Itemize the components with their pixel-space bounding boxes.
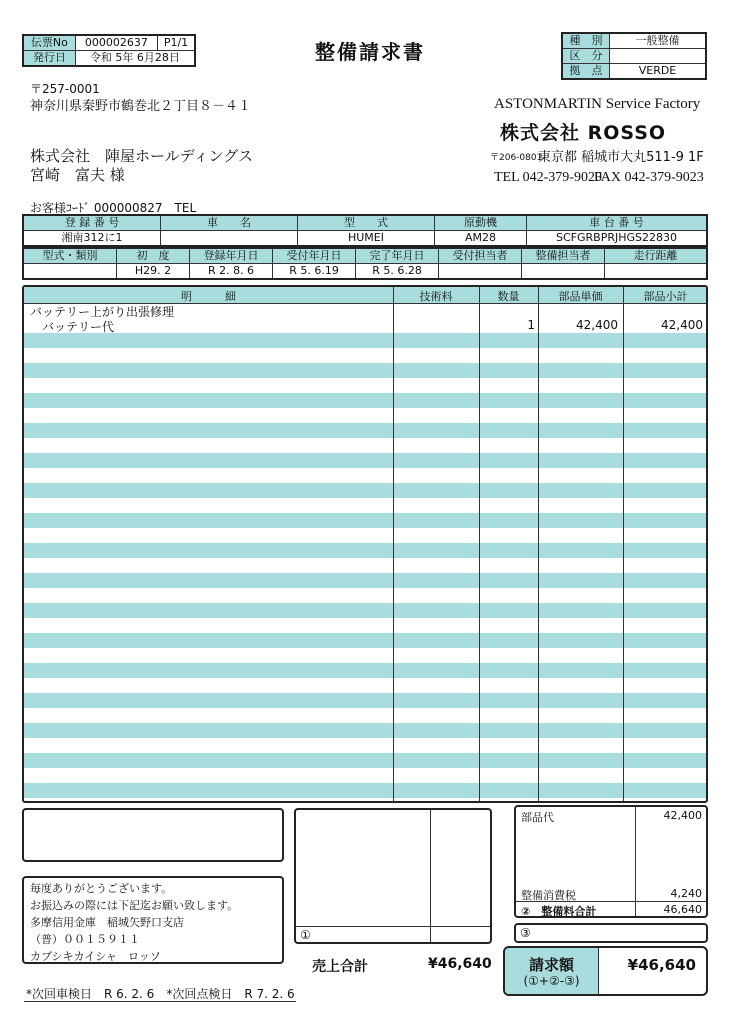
vehicle-header-name: 車 名 — [161, 215, 298, 231]
bank-line: 多摩信用金庫 稲城矢野口支店 — [30, 916, 184, 929]
subtotal-box — [294, 808, 492, 944]
customer-company: 株式会社 陣屋ホールディングス — [30, 147, 254, 165]
fee-total-label: ② 整備料合計 — [521, 905, 597, 918]
issuer-fax: FAX 042-379-9023 — [594, 170, 704, 185]
circle-3: ③ — [520, 926, 531, 940]
sales-total-value: ¥46,640 — [428, 956, 492, 972]
row-stripe — [24, 363, 706, 378]
vehicle-table — [22, 214, 708, 247]
customer-code: お客様ｺｰﾄﾞ 000000827 TEL — [30, 201, 197, 215]
header-first-reg: 初 度 — [117, 248, 190, 264]
division-value — [610, 49, 707, 64]
totals-box — [514, 805, 708, 918]
subtotal-hline — [296, 926, 490, 927]
parts-label: 部品代 — [521, 811, 554, 824]
issue-date-label: 発行日 — [23, 51, 75, 67]
base-label: 拠 点 — [562, 64, 610, 80]
row-stripe — [24, 423, 706, 438]
mech-staff-value — [522, 264, 605, 280]
division-label: 区 分 — [562, 49, 610, 64]
next-inspection-dates: *次回車検日 R 6. 2. 6 *次回点検日 R 7. 2. 6 — [26, 987, 295, 1001]
issuer-postal: 〒206-0801 — [490, 153, 543, 163]
bank-line: カブシキカイシャ ロッソ — [30, 950, 161, 963]
subtotal-divider — [430, 810, 431, 942]
header-mech-staff: 整備担当者 — [522, 248, 605, 264]
col-divider — [479, 287, 480, 801]
vehicle-dates-table — [22, 247, 708, 280]
tax-value: 4,240 — [670, 887, 702, 900]
col-divider — [538, 287, 539, 801]
issuer-brand: ASTONMARTIN Service Factory — [494, 96, 701, 112]
detail-row-subtotal: 42,400 — [661, 318, 703, 332]
kind-label: 種 別 — [562, 33, 610, 49]
customer-person: 宮崎 富夫 様 — [30, 166, 125, 184]
invoice-formula: (①+②-③) — [523, 974, 580, 988]
row-stripe — [24, 453, 706, 468]
type-class-value — [23, 264, 117, 280]
col-divider — [623, 287, 624, 801]
recv-staff-value — [439, 264, 522, 280]
detail-header-fee: 技術料 — [419, 290, 453, 303]
row-stripe — [24, 573, 706, 588]
bank-info-box — [22, 876, 284, 964]
row-stripe — [24, 393, 706, 408]
tax-label: 整備消費税 — [521, 889, 576, 902]
row-stripe — [24, 603, 706, 618]
slip-no-value: 000002637 — [75, 35, 157, 51]
customer-address: 神奈川県秦野市鶴巻北２丁目８－４１ — [30, 99, 252, 114]
row-stripe — [24, 783, 706, 798]
vehicle-chassis-value: SCFGRBPRJHGS22830 — [527, 231, 708, 247]
detail-table — [22, 285, 708, 803]
kind-value: 一般整備 — [610, 33, 707, 49]
invoice-box — [503, 946, 708, 996]
issuer-company: 株式会社 ROSSO — [500, 122, 667, 144]
header-recv-staff: 受付担当者 — [439, 248, 522, 264]
detail-header-qty: 数量 — [497, 290, 520, 303]
issuer-address: 東京都 稲城市大丸511-9 1F — [538, 150, 704, 165]
vehicle-model-value: HUMEI — [298, 231, 435, 247]
totals-divider — [635, 807, 636, 916]
header-reg-date: 登録年月日 — [190, 248, 273, 264]
first-reg-value: H29. 2 — [117, 264, 190, 280]
col-divider — [393, 287, 394, 801]
detail-row-qty: 1 — [527, 318, 535, 332]
vehicle-name-value — [161, 231, 298, 247]
row-stripe — [24, 723, 706, 738]
detail-header-unit: 部品単価 — [558, 290, 603, 303]
header-mileage: 走行距離 — [605, 248, 708, 264]
row-stripe — [24, 513, 706, 528]
issue-date-value: 令和 5年 6月28日 — [75, 51, 195, 67]
fee-total-value: 46,640 — [663, 903, 702, 916]
note-box — [22, 808, 284, 862]
vehicle-header-engine: 原動機 — [435, 215, 527, 231]
row-stripe — [24, 483, 706, 498]
slip-info-table — [22, 34, 196, 67]
recv-date-value: R 5. 6.19 — [273, 264, 356, 280]
category-table — [561, 32, 707, 80]
detail-header-desc: 明 細 — [181, 290, 236, 303]
row-stripe — [24, 543, 706, 558]
sales-total-label: 売上合計 — [312, 959, 368, 975]
row-stripe — [24, 633, 706, 648]
vehicle-header-chassis: 車 台 番 号 — [527, 215, 708, 231]
base-value: VERDE — [610, 64, 707, 80]
row-stripe — [24, 693, 706, 708]
done-date-value: R 5. 6.28 — [356, 264, 439, 280]
row-stripe — [24, 663, 706, 678]
row-stripe — [24, 333, 706, 348]
row-stripe — [24, 753, 706, 768]
invoice-label: 請求額 — [528, 956, 574, 974]
invoice-value: ¥46,640 — [627, 956, 696, 974]
detail-row-desc: バッテリー上がり出張修理 — [30, 305, 175, 319]
vehicle-header-reg: 登 録 番 号 — [23, 215, 161, 231]
vehicle-reg-value: 湘南312に1 — [23, 231, 161, 247]
bank-line: 毎度ありがとうございます。 — [30, 882, 173, 895]
circle-1: ① — [300, 928, 311, 942]
detail-row-desc: バッテリー代 — [30, 320, 115, 334]
mileage-value — [605, 264, 708, 280]
issuer-tel: TEL 042-379-9020 — [494, 170, 602, 185]
detail-row-unit: 42,400 — [576, 318, 618, 332]
header-type-class: 型式・類別 — [23, 248, 117, 264]
bank-line: お振込みの際には下記迄お願い致します。 — [30, 899, 239, 912]
detail-stripes — [24, 287, 706, 801]
detail-header-subtotal: 部品小計 — [643, 290, 688, 303]
bank-line: （普）００１５９１１ — [30, 933, 140, 946]
header-done-date: 完了年月日 — [356, 248, 439, 264]
customer-postal: 〒257-0001 — [30, 82, 100, 96]
vehicle-engine-value: AM28 — [435, 231, 527, 247]
footer-underline — [24, 1001, 296, 1002]
reg-date-value: R 2. 8. 6 — [190, 264, 273, 280]
document-title: 整備請求書 — [315, 40, 425, 64]
parts-value: 42,400 — [663, 809, 702, 822]
deduction-box — [514, 923, 708, 943]
vehicle-header-model: 型 式 — [298, 215, 435, 231]
page-number: P1/1 — [158, 35, 195, 51]
slip-no-label: 伝票No — [23, 35, 75, 51]
header-recv-date: 受付年月日 — [273, 248, 356, 264]
